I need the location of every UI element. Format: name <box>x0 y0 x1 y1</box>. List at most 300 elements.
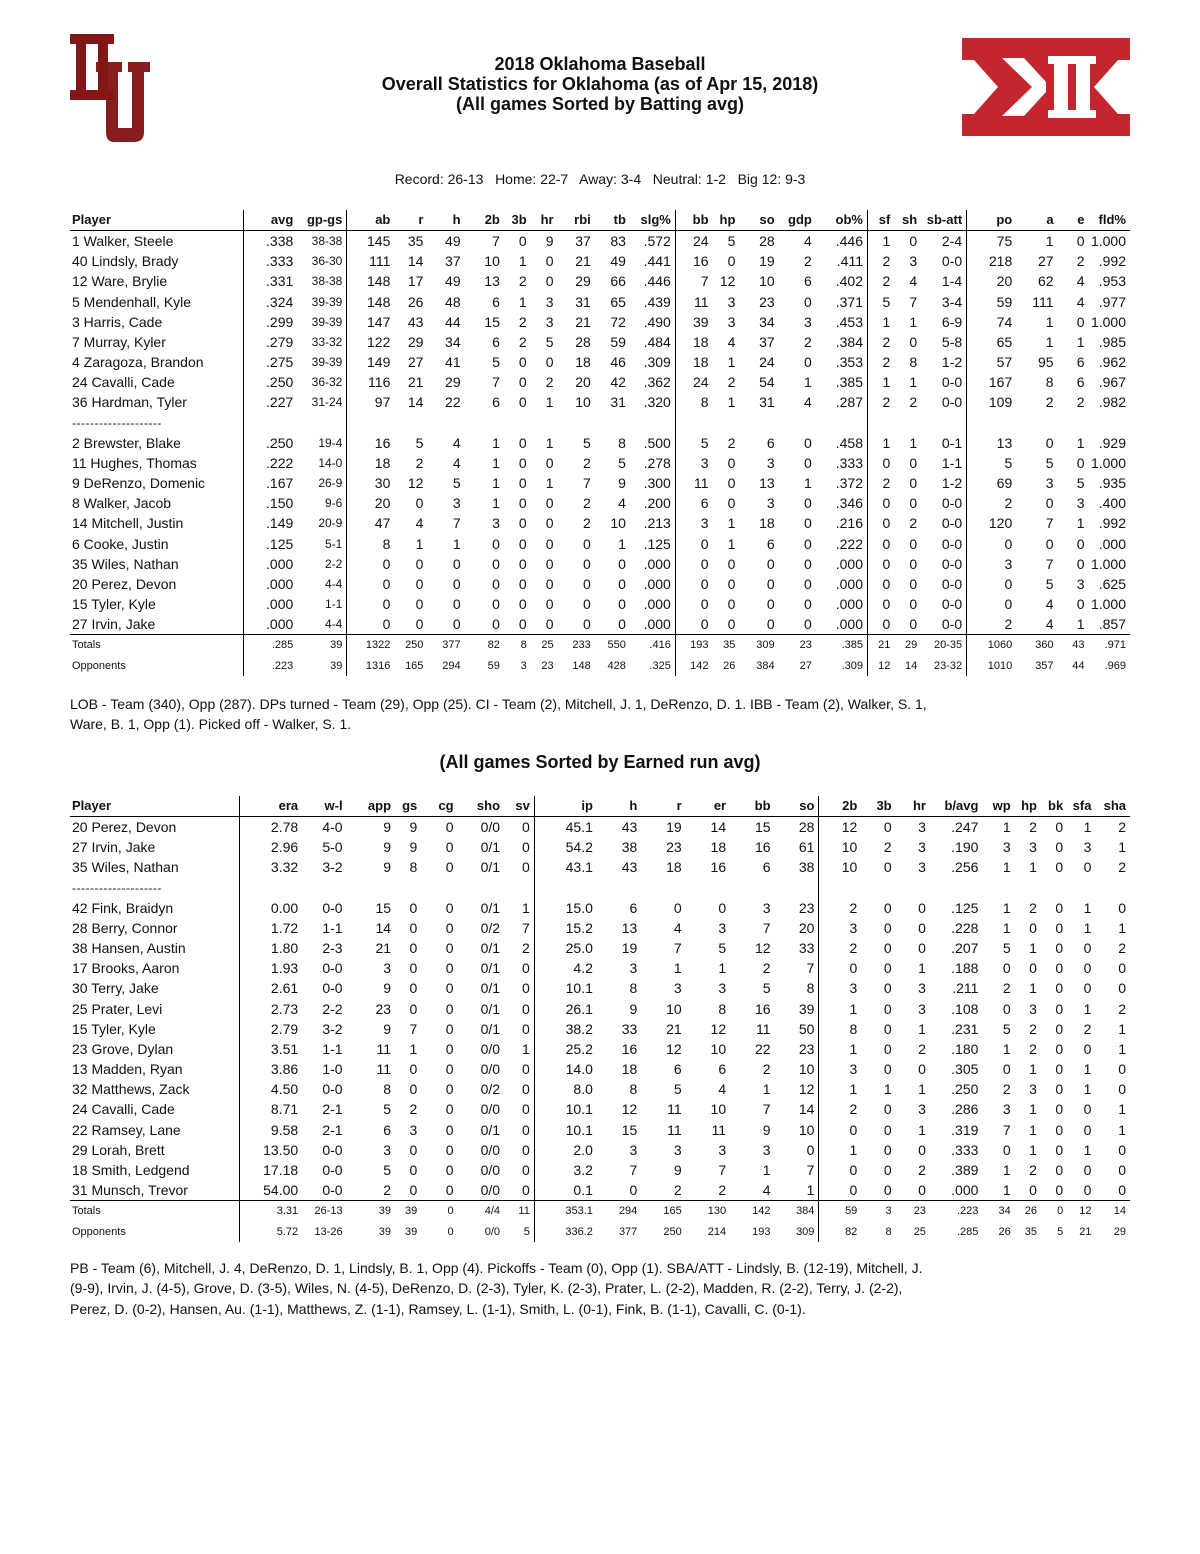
stat-cell: 13 <box>484 273 500 290</box>
stat-cell: 31 <box>575 293 591 310</box>
batting-column-header: Player <box>70 210 244 231</box>
pitching-column-header: h <box>597 796 641 817</box>
player-name: Opponents <box>70 1222 240 1243</box>
stat-cell: 0 <box>1055 960 1064 977</box>
stat-cell: 5 <box>1045 575 1054 592</box>
player-name: 29 Lorah, Brett <box>70 1140 240 1160</box>
stat-cell: 0 <box>409 1081 418 1098</box>
stat-cell: 0 <box>727 253 736 270</box>
table-row <box>70 292 1130 312</box>
stat-cell: 0 <box>1076 595 1085 612</box>
stat-cell: 3 <box>909 253 918 270</box>
stat-cell: 1 <box>1076 616 1085 633</box>
stat-cell: .305 <box>951 1061 979 1078</box>
stat-cell: 0 <box>504 1099 534 1119</box>
stat-cell: 2 <box>1004 495 1013 512</box>
stat-cell: 0 <box>849 1181 858 1198</box>
stat-cell: .967 <box>1098 374 1126 391</box>
stat-cell: 16 <box>710 859 727 876</box>
stat-cell: 10 <box>666 1000 682 1017</box>
stat-cell: .333 <box>816 453 868 473</box>
player-name: Opponents <box>70 656 244 677</box>
stat-cell: 3 <box>918 859 926 876</box>
empty-cell <box>967 413 1017 433</box>
stat-cell: 0 <box>445 960 454 977</box>
stat-cell: 36-32 <box>297 372 347 392</box>
table-row <box>70 898 1130 918</box>
stat-cell: .000 <box>1098 535 1126 552</box>
stat-cell: 2-1 <box>322 1121 343 1138</box>
batting-column-header: po <box>967 210 1017 231</box>
stat-cell: 0 <box>1055 1101 1064 1118</box>
stat-cell: 0 <box>909 333 918 350</box>
stat-cell: 2 <box>762 960 771 977</box>
player-name: 12 Ware, Brylie <box>70 271 244 291</box>
stat-cell: 9 <box>383 859 392 876</box>
stat-cell: 0 <box>804 575 812 592</box>
stat-cell: 233 <box>558 635 595 656</box>
pitching-totals-row <box>70 1222 1130 1243</box>
player-name: 27 Irvin, Jake <box>70 614 244 635</box>
stat-cell: 0 <box>804 616 812 633</box>
stat-cell: 3 <box>673 980 682 997</box>
stat-cell: 2 <box>1029 1020 1037 1037</box>
stat-cell: 5 <box>1002 940 1011 957</box>
stat-cell: 33-32 <box>297 332 347 352</box>
stat-cell: 0 <box>766 575 775 592</box>
table-row <box>70 837 1130 857</box>
stat-cell: 0-0 <box>921 574 966 594</box>
stat-cell: 0 <box>492 555 500 572</box>
stat-cell: 1 <box>1076 515 1085 532</box>
stat-cell: 0 <box>409 1181 418 1198</box>
batting-column-header: e <box>1058 210 1089 231</box>
stat-cell: 9 <box>618 475 626 492</box>
stat-cell: 0 <box>504 1160 534 1180</box>
stat-cell: 42 <box>610 374 626 391</box>
batting-column-header: bb <box>675 210 712 231</box>
stat-cell: 1.000 <box>1090 555 1126 572</box>
stat-cell: 18 <box>692 333 709 350</box>
stat-cell: 57 <box>996 354 1013 371</box>
stat-cell: 1 <box>1002 1040 1011 1057</box>
stat-cell: 12 <box>841 819 858 836</box>
stat-cell: 0/1 <box>480 940 501 957</box>
stat-cell: 377 <box>427 635 464 656</box>
stat-cell: 0 <box>918 1181 926 1198</box>
empty-cell <box>739 413 778 433</box>
stat-cell: 4 <box>415 515 424 532</box>
player-name: 23 Grove, Dylan <box>70 1039 240 1059</box>
stat-cell: 3 <box>383 1141 392 1158</box>
batting-notes: LOB - Team (340), Opp (287). DPs turned - Team (29), Opp (25). CI - Team (2), Mitchell, J. 1, DeRenzo, D. 1. IBB - Team (2), Walker, S. 1, Ware, B. 1, Opp (1). Picked off - Walker, S. 1. <box>70 696 927 733</box>
stat-cell: 50 <box>775 1019 819 1039</box>
stat-cell: 2-4 <box>921 231 966 252</box>
stat-cell: 309 <box>775 1222 819 1243</box>
stat-cell: 116 <box>368 374 391 391</box>
stat-cell: 7 <box>409 1020 418 1037</box>
empty-cell <box>597 878 641 898</box>
stat-cell: 2 <box>1002 980 1011 997</box>
stat-cell: 0-0 <box>322 1141 343 1158</box>
stat-cell: 0 <box>1055 1161 1064 1178</box>
stat-cell: 4 <box>452 434 461 451</box>
stat-cell: 2 <box>804 333 812 350</box>
stat-cell: 0 <box>804 595 812 612</box>
stat-cell: 17.18 <box>263 1161 299 1178</box>
stat-cell: 3 <box>727 293 736 310</box>
player-name: 1 Walker, Steele <box>70 231 244 252</box>
table-row <box>70 332 1130 352</box>
player-name: 35 Wiles, Nathan <box>70 554 244 574</box>
stat-cell: 0 <box>582 555 591 572</box>
stat-cell: 3 <box>861 1201 895 1222</box>
stat-cell: 0 <box>700 616 709 633</box>
stat-cell: 8.0 <box>573 1081 593 1098</box>
stat-cell: .992 <box>1098 253 1126 270</box>
stat-cell: 5 <box>700 434 709 451</box>
stat-cell: 2 <box>504 938 534 958</box>
stat-cell: 0 <box>582 575 591 592</box>
stat-cell: 0 <box>409 899 418 916</box>
stat-cell: 25 <box>531 635 558 656</box>
stat-cell: 2 <box>727 434 736 451</box>
stat-cell: 1 <box>909 434 918 451</box>
stat-cell: 20-35 <box>921 635 966 656</box>
stat-cell: 2 <box>882 354 891 371</box>
stat-cell: 31-24 <box>297 392 347 412</box>
stat-cell: 0 <box>445 1000 454 1017</box>
stat-cell: .346 <box>816 493 868 513</box>
stat-cell: 0 <box>504 857 534 877</box>
stat-cell: 23 <box>666 839 682 856</box>
stat-cell: 5-1 <box>297 534 347 554</box>
stat-cell: 1 <box>1118 1121 1126 1138</box>
empty-cell <box>421 878 457 898</box>
stat-cell: 82 <box>845 1225 858 1238</box>
stat-cell: 5.72 <box>276 1225 299 1238</box>
stat-cell: 39-39 <box>297 352 347 372</box>
stat-cell: 8 <box>629 980 638 997</box>
table-row <box>70 1120 1130 1140</box>
pitching-column-header: sho <box>458 796 504 817</box>
stat-cell: 8 <box>504 635 531 656</box>
stat-cell: 1 <box>1029 1121 1037 1138</box>
stat-cell: 0 <box>700 555 709 572</box>
stat-cell: 9 <box>629 1000 638 1017</box>
stat-cell: 7 <box>673 940 682 957</box>
stat-cell: 12 <box>1067 1201 1095 1222</box>
stat-cell: 4 <box>727 333 736 350</box>
batting-column-header: 3b <box>504 210 531 231</box>
stat-cell: 0-0 <box>921 372 966 392</box>
stat-cell: 1 <box>1076 333 1085 350</box>
stat-cell: 1 <box>1029 1141 1037 1158</box>
stat-cell: 0 <box>409 1161 418 1178</box>
player-name: 15 Tyler, Kyle <box>70 594 244 614</box>
stat-cell: 0 <box>1029 919 1037 936</box>
pitching-column-header: wp <box>982 796 1014 817</box>
stat-cell: 0 <box>1083 960 1092 977</box>
stat-cell: 111 <box>369 253 391 270</box>
batting-header-row <box>70 210 1130 231</box>
stat-cell: 0-0 <box>921 594 966 614</box>
stat-cell: 6 <box>762 859 771 876</box>
stat-cell: 294 <box>442 659 461 672</box>
stat-cell: 1-1 <box>297 594 347 614</box>
stat-cell: 18 <box>575 354 591 371</box>
stat-cell: 11 <box>504 1201 534 1222</box>
stat-cell: 0 <box>727 454 736 471</box>
stat-cell: 2-2 <box>322 1000 343 1017</box>
stat-cell: 0 <box>545 595 554 612</box>
empty-cell <box>458 878 504 898</box>
stat-cell: 1 <box>718 960 727 977</box>
stat-cell: 0 <box>883 940 892 957</box>
stat-cell: .150 <box>266 495 294 512</box>
stat-cell: 0 <box>518 495 527 512</box>
stat-cell: 1 <box>1118 919 1126 936</box>
batting-column-header: slg% <box>630 210 675 231</box>
stat-cell: 6 <box>700 495 709 512</box>
stat-cell: 193 <box>675 635 712 656</box>
stat-cell: 0 <box>883 980 892 997</box>
player-name: 28 Berry, Connor <box>70 918 240 938</box>
stat-cell: 2 <box>1118 940 1126 957</box>
stat-cell: 18 <box>374 454 391 471</box>
stat-cell: 2.73 <box>270 1000 299 1017</box>
stat-cell: 3 <box>762 1141 771 1158</box>
stat-cell: 0 <box>445 1161 454 1178</box>
stat-cell: 1 <box>882 313 891 330</box>
stat-cell: 8 <box>775 978 819 998</box>
stat-cell: 2 <box>1083 1020 1092 1037</box>
stat-cell: 3 <box>918 819 926 836</box>
stat-cell: 0 <box>1002 1141 1011 1158</box>
stat-cell: .207 <box>951 940 979 957</box>
stat-cell: 0/0 <box>480 1161 501 1178</box>
stat-cell: 1 <box>1083 1061 1092 1078</box>
stat-cell: 0 <box>545 253 554 270</box>
stat-cell: 2 <box>1076 394 1085 411</box>
stat-cell: 1 <box>1029 1061 1037 1078</box>
stat-cell: 3 <box>918 839 926 856</box>
stat-cell: 1 <box>1045 313 1054 330</box>
stat-cell: .000 <box>630 594 675 614</box>
empty-cell <box>982 878 1014 898</box>
stat-cell: 1 <box>1118 1101 1126 1118</box>
player-name: 20 Perez, Devon <box>70 574 244 594</box>
pitching-column-header: 2b <box>819 796 861 817</box>
stat-cell: 1.000 <box>1090 454 1126 471</box>
stat-cell: 0 <box>766 555 775 572</box>
stat-cell: 2 <box>918 1161 926 1178</box>
player-name: 8 Walker, Jacob <box>70 493 244 513</box>
stat-cell: 0 <box>1118 1141 1126 1158</box>
stat-cell: .211 <box>952 980 979 997</box>
stat-cell: 3-2 <box>322 859 343 876</box>
stat-cell: 54.00 <box>263 1181 299 1198</box>
stat-cell: 3.86 <box>270 1061 299 1078</box>
stat-cell: 16 <box>374 434 391 451</box>
stat-cell: 4 <box>1045 595 1054 612</box>
stat-cell: 0/1 <box>480 1121 501 1138</box>
stat-cell: 1 <box>849 1141 858 1158</box>
stat-cell: 111 <box>1032 293 1054 310</box>
stat-cell: 0/1 <box>480 1000 501 1017</box>
stat-cell: 83 <box>610 233 626 250</box>
stat-cell: 46 <box>610 354 626 371</box>
stat-cell: 7 <box>762 1101 771 1118</box>
stat-cell: 21 <box>375 940 392 957</box>
stat-cell: 3 <box>718 980 727 997</box>
stat-cell: 5 <box>383 1161 392 1178</box>
stat-cell: 4 <box>804 394 812 411</box>
stat-cell: 5 <box>1045 454 1054 471</box>
stat-cell: 0 <box>1055 1141 1064 1158</box>
stat-cell: 18 <box>759 515 775 532</box>
player-name: 5 Mendenhall, Kyle <box>70 292 244 312</box>
stat-cell: 1 <box>727 515 736 532</box>
pitching-column-header: sv <box>504 796 534 817</box>
stat-cell: 0 <box>1083 980 1092 997</box>
stat-cell: 23-32 <box>921 656 966 677</box>
stat-cell: 5 <box>882 293 891 310</box>
stat-cell: 0 <box>618 555 626 572</box>
stat-cell: 0 <box>1055 1181 1064 1198</box>
stat-cell: .992 <box>1098 515 1126 532</box>
stat-cell: 0 <box>673 899 682 916</box>
stat-cell: .190 <box>951 839 979 856</box>
stat-cell: 0 <box>445 899 454 916</box>
stat-cell: 5-0 <box>322 839 343 856</box>
stat-cell: 0 <box>1076 233 1085 250</box>
stat-cell: 149 <box>367 354 391 371</box>
player-name: 24 Cavalli, Cade <box>70 372 244 392</box>
stat-cell: 377 <box>618 1225 638 1238</box>
stat-cell: .000 <box>266 575 294 592</box>
stat-cell: 0 <box>804 495 812 512</box>
stat-cell: 0 <box>883 899 892 916</box>
empty-cell <box>244 413 298 433</box>
stat-cell: 550 <box>595 635 630 656</box>
stat-cell: 1 <box>492 495 500 512</box>
stat-cell: 0 <box>909 475 918 492</box>
stat-cell: 0 <box>909 233 918 250</box>
stat-cell: 0 <box>452 616 461 633</box>
stat-cell: 309 <box>739 635 778 656</box>
stat-cell: 20 <box>996 273 1013 290</box>
stat-cell: 5 <box>673 1081 682 1098</box>
stat-cell: .362 <box>630 372 675 392</box>
stat-cell: 27 <box>799 659 812 672</box>
batting-column-header: sb-att <box>921 210 966 231</box>
stat-cell: 0 <box>445 1121 454 1138</box>
stat-cell: 0 <box>1083 1181 1092 1198</box>
stat-cell: 0 <box>1055 1061 1064 1078</box>
stat-cell: 0 <box>518 354 527 371</box>
stat-cell: 65 <box>610 293 626 310</box>
stat-cell: 0 <box>1083 1101 1092 1118</box>
stat-cell: 3-4 <box>921 292 966 312</box>
stat-cell: 0-0 <box>921 251 966 271</box>
stat-cell: 2 <box>1118 819 1126 836</box>
stat-cell: 10 <box>610 515 626 532</box>
stat-cell: 0 <box>545 354 554 371</box>
empty-cell <box>630 413 675 433</box>
pitching-column-header: r <box>641 796 685 817</box>
stat-cell: 0 <box>727 595 736 612</box>
stat-cell: 1 <box>545 394 554 411</box>
stat-cell: .286 <box>951 1101 979 1118</box>
pitching-column-header: cg <box>421 796 457 817</box>
stat-cell: 0 <box>504 978 534 998</box>
stat-cell: 43.1 <box>565 859 593 876</box>
stat-cell: 34 <box>982 1201 1014 1222</box>
stat-cell: 2 <box>883 839 892 856</box>
stat-cell: 6 <box>1076 354 1085 371</box>
stat-cell: 0 <box>518 595 527 612</box>
stat-cell: 75 <box>996 233 1013 250</box>
stat-cell: 0 <box>452 575 461 592</box>
stat-cell: 2 <box>518 333 527 350</box>
pitching-header-row <box>70 796 1130 817</box>
stat-cell: 43 <box>621 819 638 836</box>
stat-cell: 0 <box>382 595 391 612</box>
stat-cell: 1 <box>518 293 527 310</box>
stat-cell: 41 <box>445 354 461 371</box>
stat-cell: 15 <box>484 313 500 330</box>
stat-cell: 2 <box>673 1181 682 1198</box>
stat-cell: 26-13 <box>302 1201 346 1222</box>
stat-cell: 4.2 <box>573 960 593 977</box>
stat-cell: 39 <box>347 1201 395 1222</box>
stat-cell: 2 <box>518 313 527 330</box>
stat-cell: .325 <box>630 656 675 677</box>
stat-cell: 2 <box>718 1181 727 1198</box>
stat-cell: 4/4 <box>458 1201 504 1222</box>
stat-cell: 2-3 <box>322 940 343 957</box>
stat-cell: 1 <box>727 354 736 371</box>
stat-cell: 0 <box>415 555 424 572</box>
stat-cell: 0 <box>882 616 891 633</box>
stat-cell: 3 <box>918 980 926 997</box>
stat-cell: 10 <box>710 1040 727 1057</box>
stat-cell: 8 <box>618 434 626 451</box>
empty-cell <box>867 413 894 433</box>
stat-cell: .180 <box>951 1040 979 1057</box>
stat-cell: 2 <box>882 273 891 290</box>
stat-cell: 0 <box>700 595 709 612</box>
stat-cell: 18 <box>710 839 727 856</box>
stat-cell: 26-9 <box>297 473 347 493</box>
stat-cell: 12 <box>775 1079 819 1099</box>
stat-cell: .977 <box>1098 293 1126 310</box>
stat-cell: 0 <box>504 1180 534 1201</box>
stat-cell: 7 <box>504 918 534 938</box>
stat-cell: 148 <box>367 273 391 290</box>
stat-cell: .338 <box>266 233 294 250</box>
stat-cell: 11 <box>667 1121 682 1138</box>
stat-cell: .285 <box>957 1225 979 1238</box>
stat-cell: 357 <box>1035 659 1054 672</box>
empty-cell <box>1058 413 1089 433</box>
stat-cell: 0/0 <box>480 1141 501 1158</box>
stat-cell: 20 <box>775 918 819 938</box>
stat-cell: 0 <box>804 354 812 371</box>
stat-cell: 3 <box>849 919 858 936</box>
stat-cell: 0 <box>727 616 736 633</box>
